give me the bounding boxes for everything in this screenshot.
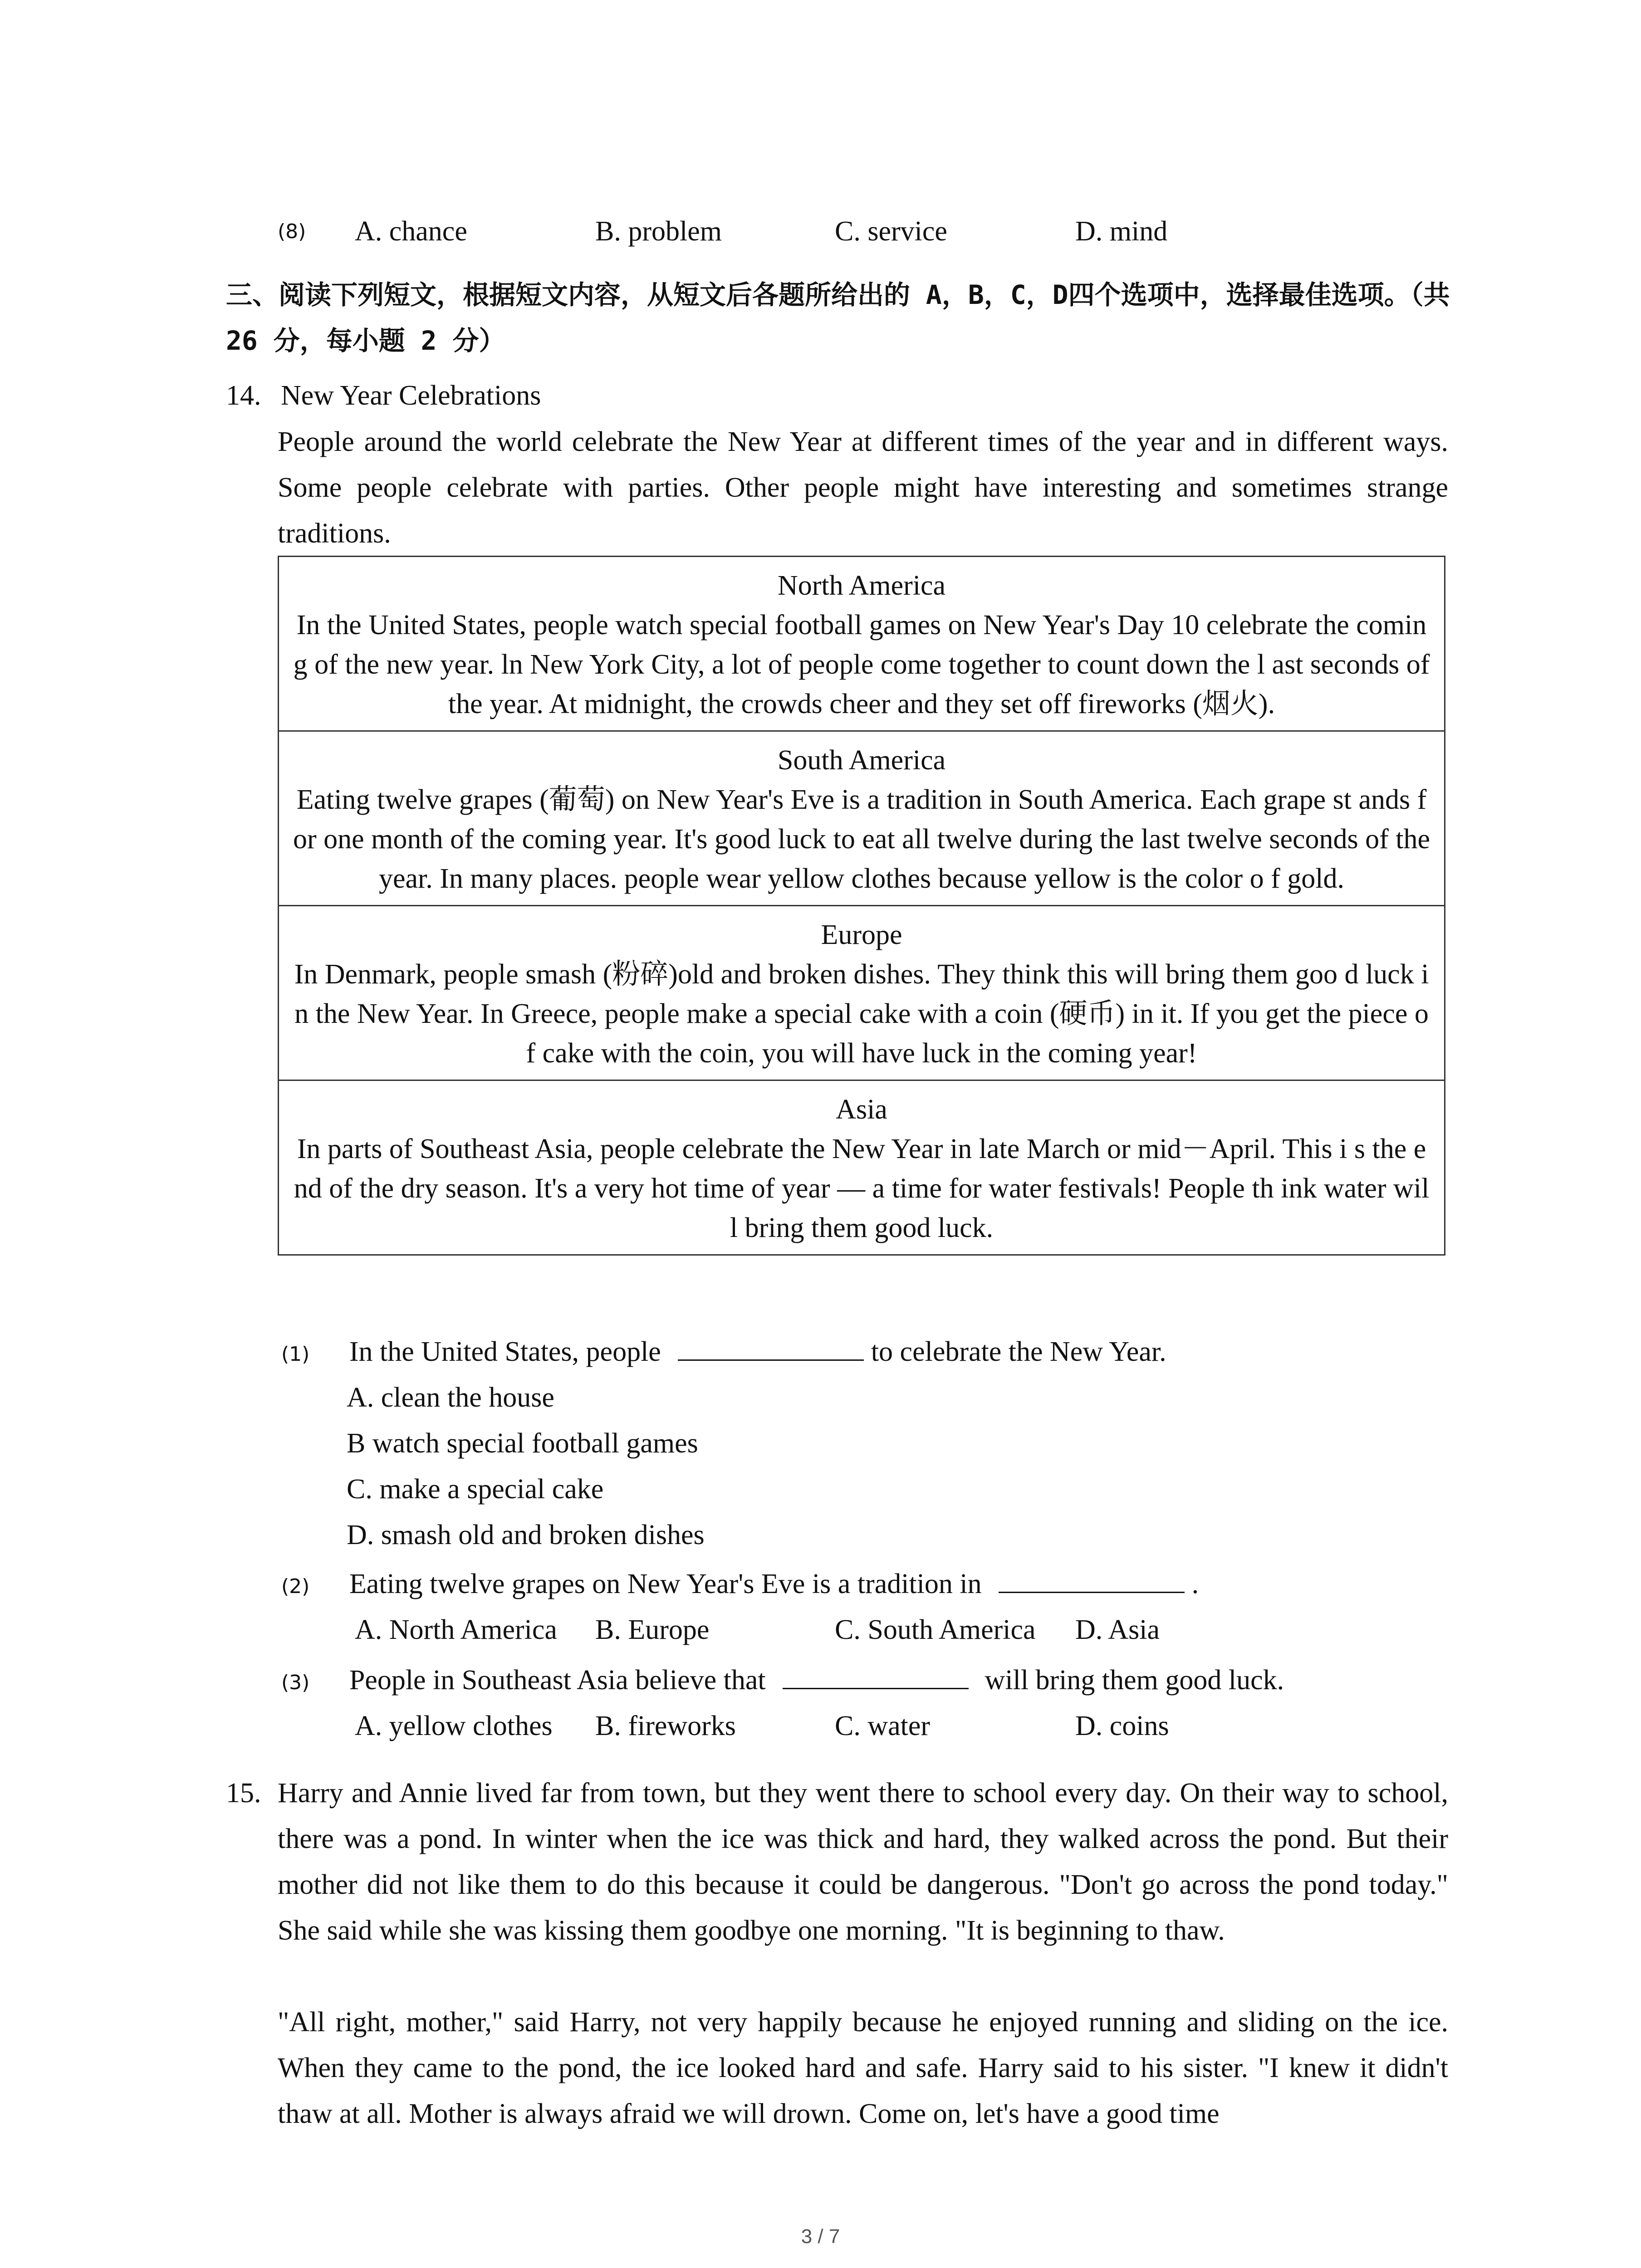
q15-paragraph-2: "All right, mother," said Harry, not very happily because he enjoyed running and sliding on the ice. When they came to the pond, the ice looked hard and safe. Harry said to his sister. "I knew it didn't thaw at all. Mother is always afraid we will drown. Come on, let's have a good time — [278, 2007, 1448, 2129]
option-c: C. service — [835, 216, 947, 247]
section-three-title: 三、阅读下列短文，根据短文内容，从短文后各题所给出的 A，B，C，D四个选项中，选择最佳选项。（共 26 分，每小题 2 分） — [226, 279, 1450, 356]
region-heading: Asia — [836, 1094, 887, 1125]
q14-intro: People around the world celebrate the New Year at different times of the year and in different ways. Some people celebrate with parties. Other people might have interesting and sometimes strange traditions. — [278, 426, 1448, 549]
question-marker: (3) — [281, 1671, 310, 1694]
answer-blank — [783, 1659, 969, 1689]
region-heading: South America — [777, 745, 946, 776]
option-d: D. Asia — [1075, 1614, 1160, 1645]
option-a: A. clean the house — [347, 1382, 554, 1413]
option-c: C. South America — [835, 1614, 1036, 1645]
q14-number: 14. — [226, 380, 261, 411]
question-stem: People in Southeast Asia believe that — [349, 1665, 766, 1696]
q15-number: 15. — [226, 1778, 261, 1809]
option-d: D. coins — [1075, 1711, 1169, 1741]
answer-blank — [678, 1330, 864, 1361]
option-d: D. smash old and broken dishes — [347, 1520, 705, 1550]
question-marker: (1) — [281, 1343, 310, 1366]
question-stem-end: to celebrate the New Year. — [871, 1336, 1166, 1367]
q15-paragraph-1: Harry and Annie lived far from town, but they went there to school every day. On their way to school, there was a pond. In winter when the ice was thick and hard, they walked across the pond. But their mother did not like them to do this because it could be dangerous. "Don't go across the pond today." She said while she was kissing them goodbye one morning. "It is beginning to thaw. — [278, 1778, 1448, 1946]
option-b: B watch special football games — [347, 1428, 698, 1459]
question-stem-end: will bring them good luck. — [985, 1665, 1284, 1696]
region-text: In Denmark, people smash (粉碎)old and broken dishes. They think this will bring them goo d luck in the New Year. In Greece, people make a special cake with a coin (硬币) in it. If you get the piece of cake with the coin, you will have luck in the coming year! — [294, 959, 1429, 1069]
region-text: In parts of Southeast Asia, people celebrate the New Year in late March or mid－April. This i s the end of the dry season. It's a very hot time of year — a time for water festivals! People th ink water will bring them good luck. — [294, 1134, 1430, 1243]
region-text: In the United States, people watch special football games on New Year's Day 10 celebrate the coming of the new year. ln New York City, a lot of people come together to count down the l ast seconds of the year. At midnight, the crowds cheer and they set off fireworks (烟火). — [293, 610, 1430, 719]
option-b: B. Europe — [595, 1614, 710, 1645]
region-north-america — [279, 557, 1444, 732]
option-a: A. chance — [355, 216, 467, 247]
option-c: C. make a special cake — [347, 1474, 604, 1505]
question-stem: Eating twelve grapes on New Year's Eve is a tradition in — [349, 1569, 982, 1599]
option-c: C. water — [835, 1711, 931, 1741]
q14-question-3 — [281, 1657, 1284, 1706]
question-marker: (2) — [281, 1575, 310, 1598]
option-d: D. mind — [1075, 216, 1168, 247]
option-b: B. problem — [595, 216, 722, 247]
region-europe — [279, 906, 1444, 1081]
q14-question-1 — [281, 1329, 1166, 1377]
region-heading: North America — [777, 570, 946, 601]
page-indicator: 3 / 7 — [801, 2225, 840, 2248]
regions-table — [278, 556, 1445, 1256]
option-a: A. yellow clothes — [355, 1711, 553, 1741]
option-b: B. fireworks — [595, 1711, 736, 1741]
answer-blank — [999, 1563, 1185, 1593]
region-text: Eating twelve grapes (葡萄) on New Year's Eve is a tradition in South America. Each grape st ands for one month of the coming year. It's good luck to eat all twelve during the last twelve seconds of the year. In many places. people wear yellow clothes because yellow is the color o f gold. — [293, 784, 1430, 894]
q14-header — [226, 373, 541, 419]
question-marker: (8) — [278, 220, 306, 243]
q14-question-2-options — [278, 1607, 1448, 1653]
option-a: A. North America — [355, 1614, 557, 1645]
question-stem: In the United States, people — [349, 1336, 661, 1367]
q13-option-row — [278, 209, 1448, 254]
q14-question-3-options — [278, 1703, 1448, 1749]
region-south-america — [279, 732, 1444, 906]
region-heading: Europe — [821, 919, 902, 950]
region-asia — [279, 1081, 1444, 1254]
q14-question-2 — [281, 1561, 1199, 1609]
question-stem-end: . — [1191, 1569, 1199, 1599]
q14-title: New Year Celebrations — [281, 380, 541, 411]
